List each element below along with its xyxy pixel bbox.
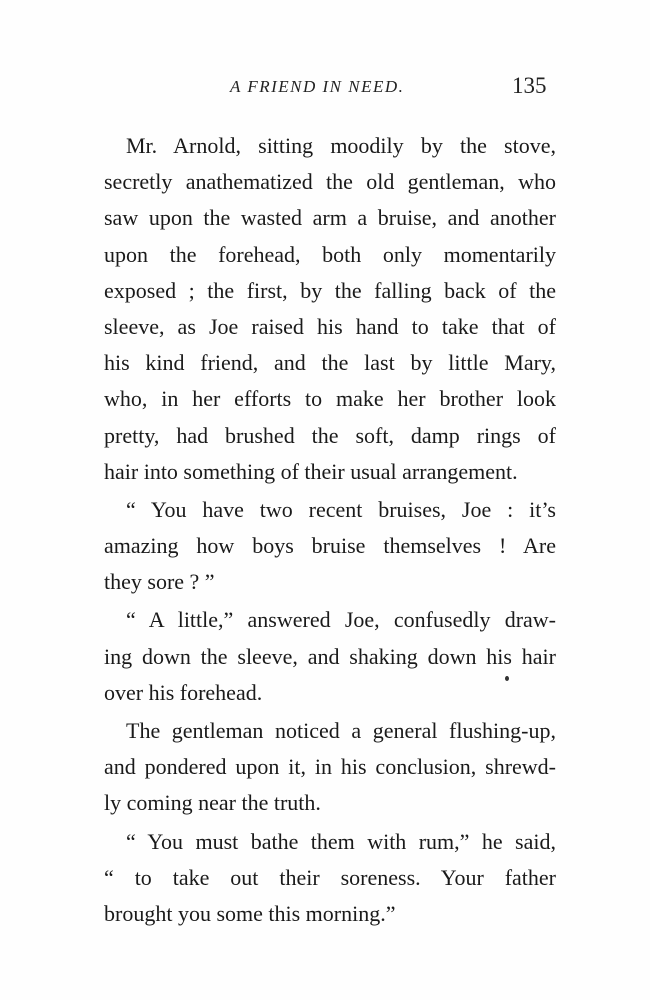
text-line: over his forehead.: [104, 679, 263, 705]
body-text: [104, 128, 556, 932]
running-head: [0, 73, 650, 103]
text-line: “ You must bathe them with rum,” he said,: [126, 828, 556, 854]
text-line: they sore ? ”: [104, 569, 215, 595]
text-line: Mr. Arnold, sitting moodily by the stove,: [126, 133, 556, 158]
text-line: ing down the sleeve, and shaking down his hair: [104, 643, 556, 669]
text-line: who, in her efforts to make her brother look: [104, 386, 556, 412]
text-line: and pondered upon it, in his conclusion, shrewd-: [104, 754, 556, 780]
text-line: ly coming near the truth.: [104, 790, 321, 816]
text-line: “ to take out their soreness. Your father: [104, 864, 556, 890]
text-line: sleeve, as Joe raised his hand to take that of: [104, 313, 556, 339]
page-number: 135: [512, 73, 547, 98]
text-line: upon the forehead, both only momentarily: [104, 241, 556, 267]
ink-speck: [505, 676, 509, 681]
text-line: brought you some this morning.”: [104, 900, 396, 926]
text-line: hair into something of their usual arrangement.: [104, 458, 518, 484]
text-line: pretty, had brushed the soft, damp rings of: [104, 422, 556, 448]
text-line: his kind friend, and the last by little Mary,: [104, 350, 556, 376]
text-line: amazing how boys bruise themselves ! Are: [104, 533, 556, 559]
text-line: The gentleman noticed a general flushing-up,: [126, 718, 556, 743]
text-line: exposed ; the first, by the falling back of the: [104, 277, 556, 303]
text-line: “ You have two recent bruises, Joe : it’s: [126, 496, 556, 522]
text-line: saw upon the wasted arm a bruise, and another: [104, 205, 556, 231]
text-line: “ A little,” answered Joe, confusedly draw-: [126, 607, 556, 633]
text-line: secretly anathematized the old gentleman, who: [104, 169, 556, 195]
running-title: A FRIEND IN NEED.: [230, 77, 405, 96]
